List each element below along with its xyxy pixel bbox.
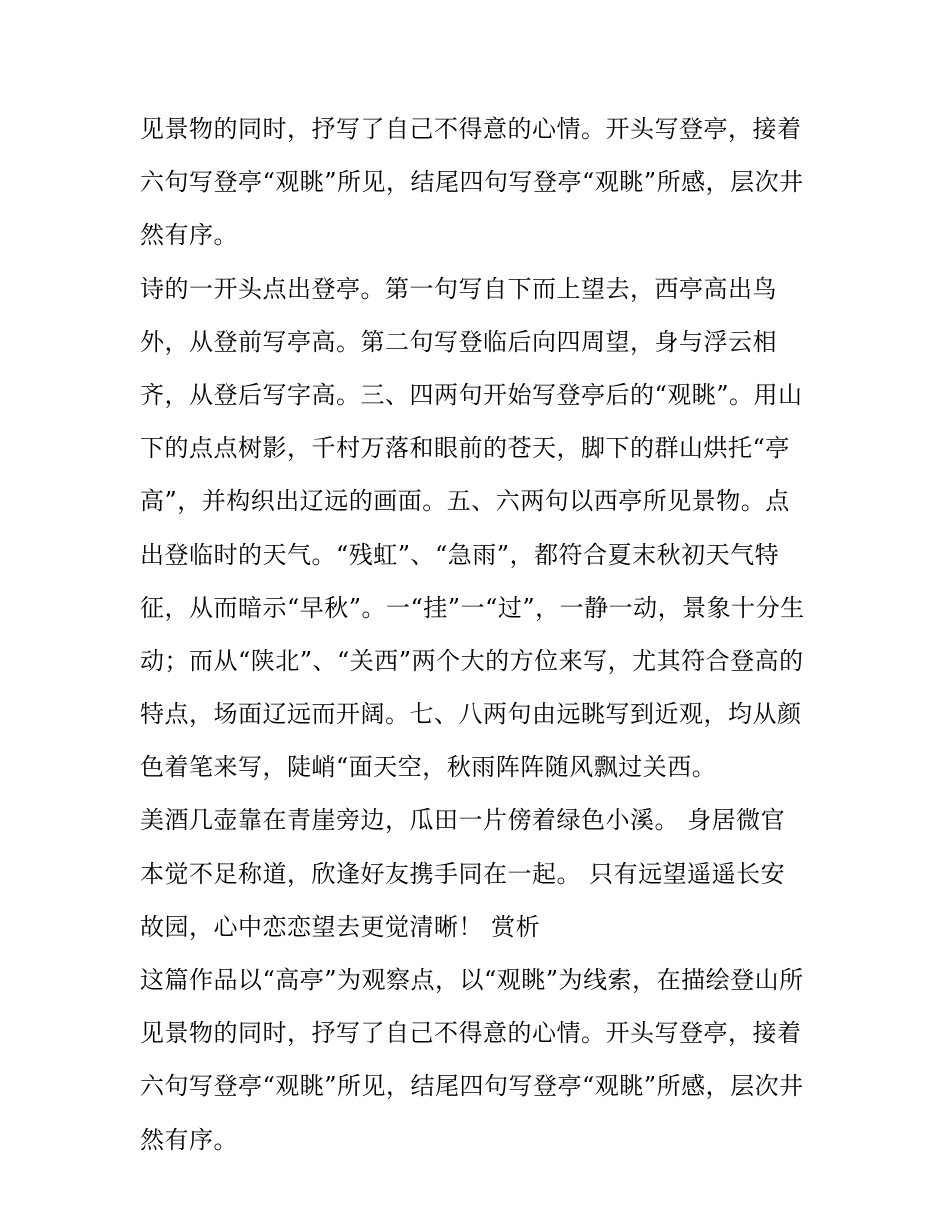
text-line: 故园，心中恋恋望去更觉清晰！ 赏析 [140, 912, 541, 941]
text-line: 本觉不足称道，欣逢好友携手同在一起。 只有远望遥遥长安 [140, 859, 786, 888]
text-line: 这篇作品以“高亭”为观察点，以“观眺”为线索，在描绘登山所 [140, 966, 804, 994]
text-line: 色着笔来写，陡峭“面天空，秋雨阵阵随风飘过关西。 [140, 753, 717, 782]
body-text [140, 103, 820, 1167]
text-line: 齐，从登后写字高。三、四两句开始写登亭后的“观眺”。用山 [140, 380, 803, 409]
text-line: 动；而从“陕北”、“关西”两个大的方位来写，尤其符合登高的 [140, 646, 804, 675]
text-line: 出登临时的天气。“残虹”、“急雨”，都符合夏末秋初天气特 [140, 540, 780, 569]
text-line: 见景物的同时，抒写了自己不得意的心情。开头写登亭，接着 [140, 1019, 802, 1048]
text-line: 征，从而暗示“早秋”。一“挂”一“过”，一静一动，景象十分生 [140, 593, 805, 622]
text-line: 高”，并构织出辽远的画面。五、六两句以西亭所见景物。点 [140, 487, 790, 516]
text-line: 六句写登亭“观眺”所见，结尾四句写登亭“观眺”所感，层次井 [140, 1072, 804, 1101]
text-line: 下的点点树影，千村万落和眼前的苍天，脚下的群山烘托“亭 [140, 434, 790, 463]
text-line: 美酒几壶靠在青崖旁边，瓜田一片傍着绿色小溪。 身居微官 [140, 806, 786, 835]
text-line: 见景物的同时，抒写了自己不得意的心情。开头写登亭，接着 [140, 115, 802, 143]
text-line: 诗的一开头点出登亭。第一句写自下而上望去，西亭高出鸟 [140, 274, 777, 303]
text-line: 然有序。 [140, 221, 238, 250]
text-line: 六句写登亭“观眺”所见，结尾四句写登亭“观眺”所感，层次井 [140, 168, 804, 197]
text-line: 外，从登前写亭高。第二句写登临后向四周望，身与浮云相 [140, 327, 777, 356]
text-line: 特点，场面辽远而开阔。七、八两句由远眺写到近观，均从颜 [140, 700, 802, 729]
text-line: 然有序。 [140, 1125, 238, 1154]
